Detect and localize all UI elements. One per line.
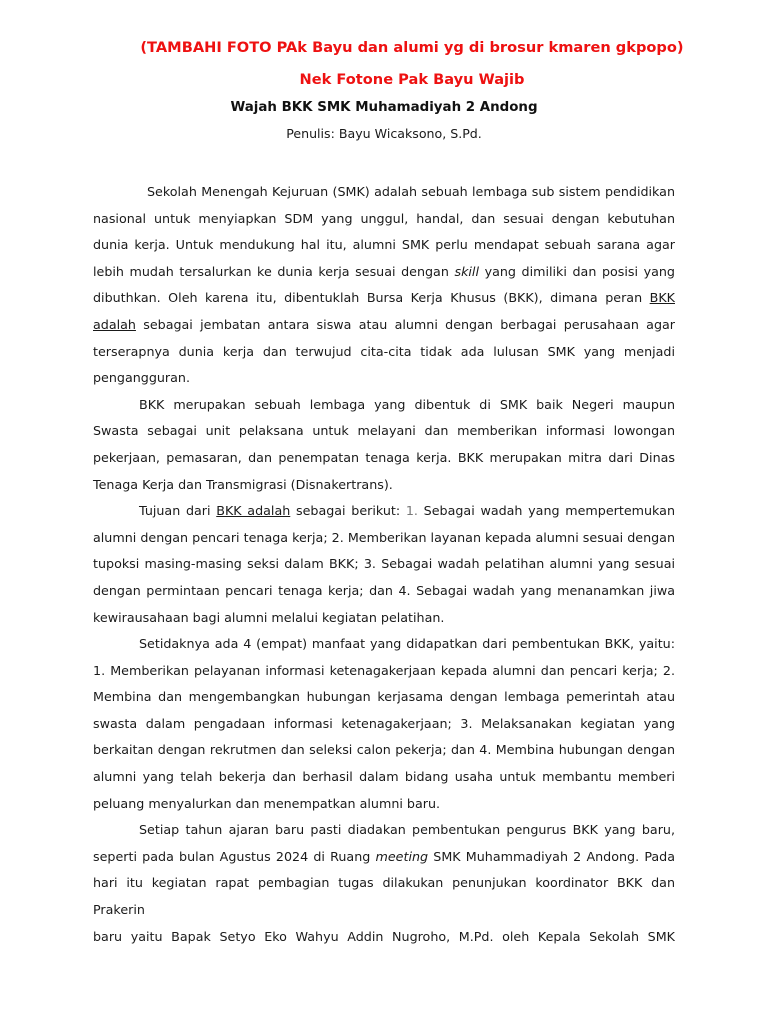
paragraph-benefits: Setidaknya ada 4 (empat) manfaat yang didapatkan dari pembentukan BKK, yaitu: 1. Memberikan pelayanan informasi ketenagakerjaan kepada alumni dan pencari kerja; 2. Membina dan mengembangkan hubungan kerjasama dengan lembaga pemerintah atau swasta dalam pengadaan informasi ketenagakerjaan; 3. Melaksanakan kegiatan yang berkaitan dengan rekrutmen dan seleksi calon pekerja; dan 4. Membina hubungan dengan alumni yang telah bekerja dan berhasil dalam bidang usaha untuk membantu memberi peluang menyalurkan dan menempatkan alumni baru. (93, 636, 675, 811)
paragraph-text: SMK Muhammadiyah 2 Andong. Pada hari itu kegiatan rapat pembagian tugas dilakukan penunjukan koordinator BKK dan Prakerin (93, 848, 675, 918)
italic-term: meeting (375, 848, 429, 864)
paragraph-text: Tujuan dari (139, 503, 217, 519)
paragraph-committee (93, 817, 675, 923)
article-title: Wajah BKK SMK Muhamadiyah 2 Andong (230, 100, 538, 115)
article-author: Penulis: Bayu Wicaksono, S.Pd. (286, 126, 482, 141)
paragraph-text: yang dimiliki dan posisi yang dibuthkan. Oleh karena itu, dibentuklah Bursa Kerja Khusus (BKK), dimana peran (93, 263, 675, 306)
paragraph-intro (93, 179, 675, 392)
editor-note-required: Nek Fotone Pak Bayu Wajib (299, 71, 525, 88)
paragraph-text: sebagai berikut: (290, 503, 406, 519)
list-number: 1. (405, 503, 418, 519)
paragraph-continued: baru yaitu Bapak Setyo Eko Wahyu Addin Nugroho, M.Pd. oleh Kepala Sekolah SMK (93, 928, 675, 944)
paragraph-text: Sebagai wadah yang mempertemukan alumni dengan pencari tenaga kerja; 2. Memberikan layanan kepada alumni sesuai dengan tupoksi masing-masing seksi dalam BKK; 3. Sebagai wadah pelatihan alumni yang sesuai dengan permintaan pencari tenaga kerja; dan 4. Sebagai wadah yang menanamkan jiwa kewirausahaan bagi alumni melalui kegiatan pelatihan. (93, 503, 675, 625)
italic-term: skill (454, 263, 479, 279)
underlined-term: BKK adalah (93, 290, 675, 332)
heading-block (0, 38, 768, 144)
paragraph-text: sebagai jembatan antara siswa atau alumni dengan berbagai perusahaan agar terserapnya dunia kerja dan terwujud cita-cita tidak ada lulusan SMK yang menjadi pengangguran. (93, 316, 675, 386)
paragraph-text: Sekolah Menengah Kejuruan (SMK) adalah sebuah lembaga sub sistem pendidikan nasional untuk menyiapkan SDM yang unggul, handal, dan sesuai dengan kebutuhan dunia kerja. Untuk mendukung hal itu, alumni SMK perlu mendapat sebuah sarana agar lebih mudah tersalurkan ke dunia kerja sesuai dengan (93, 184, 675, 279)
underlined-term: BKK adalah (216, 503, 291, 519)
paragraph-definition: BKK merupakan sebuah lembaga yang dibentuk di SMK baik Negeri maupun Swasta sebagai unit pelaksana untuk melayani dan memberikan informasi lowongan pekerjaan, pemasaran, dan penempatan tenaga kerja. BKK merupakan mitra dari Dinas Tenaga Kerja dan Transmigrasi (Disnakertrans). (93, 396, 675, 492)
editor-note-photo: (TAMBAHI FOTO PAk Bayu dan alumi yg di brosur kmaren gkpopo) (140, 39, 684, 56)
paragraph-text: Setiap tahun ajaran baru pasti diadakan pembentukan pengurus BKK yang baru, seperti pada bulan Agustus 2024 di Ruang (93, 822, 675, 864)
article-body (93, 179, 675, 950)
paragraph-goals (93, 498, 675, 631)
